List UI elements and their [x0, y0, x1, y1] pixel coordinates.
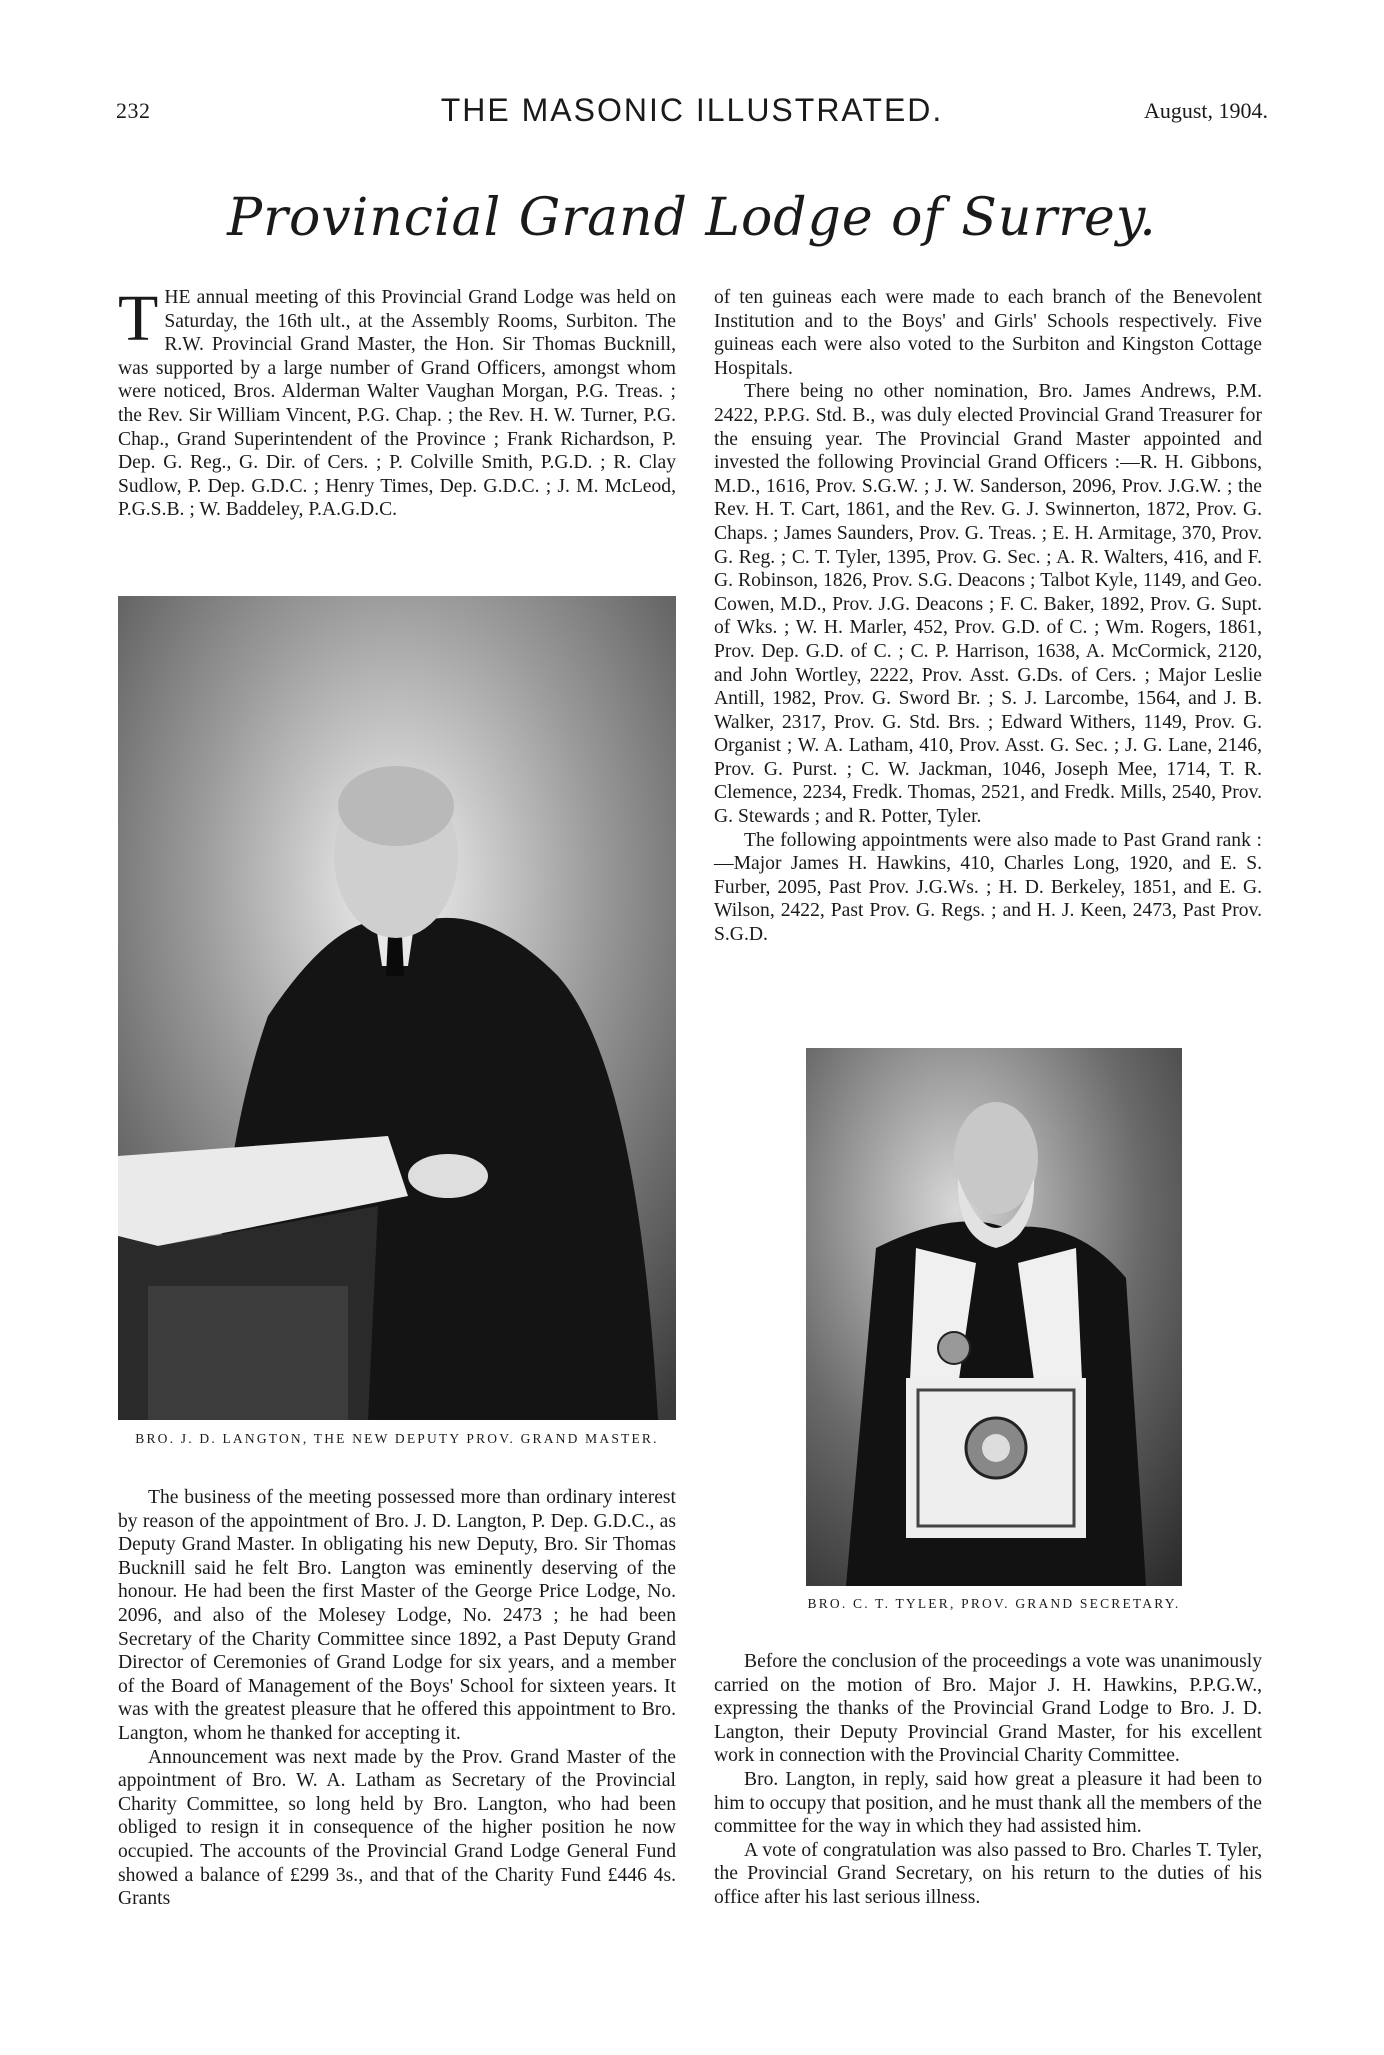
congratulation-paragraph: A vote of congratulation was also passed to Bro. Charles T. Tyler, the Provincial Grand Secretary, on his return to the duties of his office after his last serious illness.: [714, 1839, 1262, 1908]
intro-text: HE annual meeting of this Provincial Grand Lodge was held on Saturday, the 16th ult., at the Assembly Rooms, Surbiton. The R.W. Provincial Grand Master, the Hon. Sir Thomas Bucknill, was supported by a large number of Grand Officers, amongst whom were noticed, Bros. Alderman Walter Vaughan Morgan, P.G. Treas. ; the Rev. Sir William Vincent, P.G. Chap. ; the Rev. H. W. Turner, P.G. Chap., Grand Superintendent of the Province ; Frank Richardson, P. Dep. G. Reg., G. Dir. of Cers. ; P. Colville Smith, P.G.D. ; R. Clay Sudlow, P. Dep. G.D.C. ; Henry Times, Dep. G.D.C. ; J. M. McLeod, P.G.S.B. ; W. Baddeley, P.A.G.D.C.: [118, 287, 676, 521]
article-title: Provincial Grand Lodge of Surrey.: [227, 188, 1157, 248]
page-number: 232: [116, 98, 151, 123]
treasurer-paragraph: There being no other nomination, Bro. James Andrews, P.M. 2422, P.P.G. Std. B., was duly elected Provincial Grand Treasurer for the ensuing year. The Provincial Grand Master appointed and invested the following Provincial Grand Officers :—R. H. Gibbons, M.D., 1616, Prov. S.G.W. ; J. W. Sanderson, 2096, Prov. J.G.W. ; the Rev. H. T. Cart, 1861, and the Rev. G. J. Swinnerton, 1872, Prov. G. Chaps. ; James Saunders, Prov. G. Treas. ; E. H. Armitage, 370, Prov. G. Reg. ; C. T. Tyler, 1395, Prov. G. Sec. ; A. R. Walters, 416, and F. G. Robinson, 1826, Prov. S.G. Deacons ; Talbot Kyle, 1149, and Geo. Cowen, M.D., Prov. J.G. Deacons ; F. C. Baker, 1892, Prov. G. Supt. of Wks. ; W. H. Marler, 452, Prov. G.D. of C. ; Wm. Rogers, 1861, Prov. Dep. G.D. of C. ; C. P. Harrison, 1638, A. McCormick, 2120, and John Wortley, 2222, Prov. Asst. G.Ds. of Cers. ; Major Leslie Antill, 1982, Prov. G. Sword Br. ; S. J. Larcombe, 1564, and J. B. Walker, 2317, Prov. G. Std. Brs. ; Edward Withers, 1149, Prov. G. Organist ; W. A. Latham, 410, Prov. Asst. G. Sec. ; J. G. Lane, 2146, Prov. G. Purst. ; C. W. Jackman, 1046, Joseph Mee, 1714, T. R. Clemence, 2234, Fredk. Thomas, 2521, and Fredk. Mills, 2540, Prov. G. Stewards ; and R. Potter, Tyler.: [714, 381, 1262, 828]
issue-date: August, 1904.: [1143, 98, 1268, 123]
announcement-paragraph: Announcement was next made by the Prov. Grand Master of the appointment of Bro. W. A. Latham as Secretary of the Provincial Charity Committee, so long held by Bro. Langton, who had been obliged to resign it in consequence of the higher position he now occupied. The accounts of the Provincial Grand Lodge General Fund showed a balance of £299 3s., and that of the Charity Fund £446 4s. Grants: [118, 1746, 676, 1910]
journal-title: THE MASONIC ILLUSTRATED.: [440, 92, 944, 128]
langton-portrait-drawing: [118, 596, 676, 1420]
drop-cap: T: [118, 282, 159, 355]
grants-paragraph: of ten guineas each were made to each branch of the Benevolent Institution and to the Boys' and Girls' Schools respectively. Five guineas each were also voted to the Surbiton and Kingston Cottage Hospitals.: [714, 287, 1262, 379]
running-head: [116, 92, 1268, 132]
left-column-body: [118, 1486, 676, 1911]
langton-portrait: [118, 596, 676, 1420]
tyler-portrait: [806, 1048, 1182, 1586]
intro-paragraph: [118, 282, 676, 522]
business-paragraph: The business of the meeting possessed more than ordinary interest by reason of the appointment of Bro. J. D. Langton, P. Dep. G.D.C., as Deputy Grand Master. In obligating his new Deputy, Bro. Sir Thomas Bucknill said he felt Bro. Langton was eminently deserving of the honour. He had been the first Master of the George Price Lodge, No. 2096, and also of the Molesey Lodge, No. 2473 ; he had been Secretary of the Charity Committee since 1892, a Past Deputy Grand Director of Ceremonies of Grand Lodge for six years, and a member of the Board of Management of the Boys' School for sixteen years. It was with the greatest pleasure that he offered this appointment to Bro. Langton, whom he thanked for accepting it.: [118, 1487, 676, 1744]
langton-caption: BRO. J. D. LANGTON, THE NEW DEPUTY PROV. GRAND MASTER.: [135, 1431, 659, 1446]
right-column-bottom: [714, 1650, 1262, 1910]
tyler-caption: BRO. C. T. TYLER, PROV. GRAND SECRETARY.: [807, 1596, 1181, 1611]
right-column-top: [714, 286, 1262, 947]
left-column-intro: [118, 282, 676, 522]
tyler-portrait-drawing: [806, 1048, 1182, 1586]
reply-paragraph: Bro. Langton, in reply, said how great a pleasure it had been to him to occupy that position, and he must thank all the members of the committee for the way in which they had assisted him.: [714, 1768, 1262, 1838]
vote-thanks-paragraph: Before the conclusion of the proceedings a vote was unanimously carried on the motion of Bro. Major J. H. Hawkins, P.P.G.W., expressing the thanks of the Provincial Grand Lodge to Bro. J. D. Langton, their Deputy Provincial Grand Master, for his excellent work in connection with the Provincial Charity Committee.: [714, 1651, 1262, 1767]
past-rank-paragraph: The following appointments were also made to Past Grand rank :—Major James H. Hawkins, 410, Charles Long, 1920, and E. S. Furber, 2095, Past Prov. J.G.Ws. ; H. D. Berkeley, 1851, and E. G. Wilson, 2422, Past Prov. G. Regs. ; and H. J. Keen, 2473, Past Prov. S.G.D.: [714, 829, 1262, 946]
